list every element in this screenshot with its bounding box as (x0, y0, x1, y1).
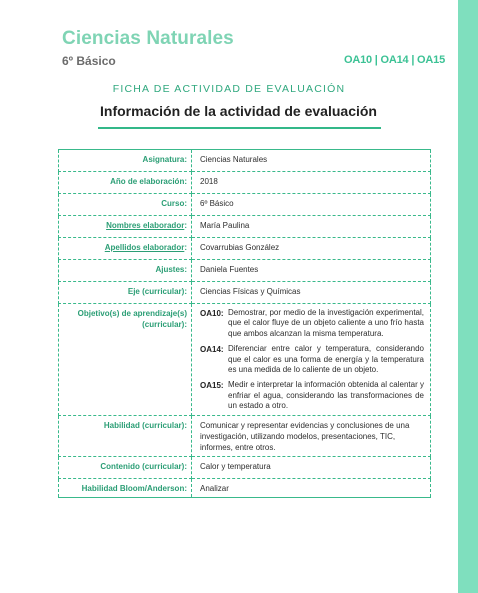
objective-item (200, 344, 424, 375)
objective-text: Medir e interpretar la información obtenida al calentar y enfriar el agua, considerando las transformaciones de un estado a otro. (228, 380, 424, 411)
row-label: Objetivo(s) de aprendizaje(s) (curricular): (59, 304, 192, 416)
objective-item (200, 380, 424, 411)
row-label-cell (59, 216, 192, 238)
objectives-list (192, 304, 431, 416)
form-title: Información de la actividad de evaluación (100, 103, 377, 119)
row-label: Asignatura: (59, 150, 192, 172)
objective-code: OA10: (200, 309, 224, 318)
side-accent-band (458, 0, 478, 593)
row-value: Daniela Fuentes (192, 260, 431, 282)
row-value: Ciencias Naturales (192, 150, 431, 172)
row-value: Analizar (192, 478, 431, 497)
row-value: 2018 (192, 172, 431, 194)
row-value: 6º Básico (192, 194, 431, 216)
title-underline (98, 127, 381, 129)
row-label: Contenido (curricular): (59, 456, 192, 478)
row-value: Covarrubias González (192, 238, 431, 260)
row-label: Eje (curricular): (59, 282, 192, 304)
objective-code: OA15: (200, 381, 224, 391)
table-row-asignatura (59, 150, 431, 172)
table-row-habilidad (59, 415, 431, 456)
row-label: Apellidos elaborador (104, 243, 185, 252)
objective-code: OA14: (200, 345, 224, 355)
row-label: Habilidad (curricular): (59, 415, 192, 456)
table-row-bloom (59, 478, 431, 497)
row-label: Habilidad Bloom/Anderson: (59, 478, 192, 497)
oa-codes: OA10 | OA14 | OA15 (344, 54, 445, 66)
objective-text: Diferenciar entre calor y temperatura, considerando que el calor es una forma de energía y la temperatura es una medida de lo caliente de un objeto. (228, 344, 424, 375)
table-row-anio (59, 172, 431, 194)
row-label: Ajustes: (59, 260, 192, 282)
row-label: Año de elaboración: (59, 172, 192, 194)
activity-info-table (58, 149, 431, 498)
row-label: Curso: (59, 194, 192, 216)
objective-item (200, 308, 424, 339)
table-row-eje (59, 282, 431, 304)
table-row-nombres (59, 216, 431, 238)
row-label-cell (59, 238, 192, 260)
subject-title: Ciencias Naturales (62, 28, 234, 49)
table-row-apellidos (59, 238, 431, 260)
form-type-heading: FICHA DE ACTIVIDAD DE EVALUACIÓN (112, 83, 346, 95)
row-label-colon: : (184, 221, 187, 230)
row-value: María Paulina (192, 216, 431, 238)
row-value: Ciencias Físicas y Químicas (192, 282, 431, 304)
row-label: Nombres elaborador (106, 221, 185, 230)
objective-text: Demostrar, por medio de la investigación experimental, que el calor fluye de un objeto caliente a uno frío hasta que ambos alcanzan la misma temperatura. (228, 308, 424, 338)
table-row-objetivos (59, 304, 431, 416)
table-row-curso (59, 194, 431, 216)
row-value: Calor y temperatura (192, 456, 431, 478)
row-label-colon: : (184, 243, 187, 252)
table-row-contenido (59, 456, 431, 478)
table-row-ajustes (59, 260, 431, 282)
grade-label: 6º Básico (62, 54, 116, 68)
row-value: Comunicar y representar evidencias y conclusiones de una investigación, utilizando modelos, presentaciones, TIC, informes, entre otros. (192, 415, 431, 456)
